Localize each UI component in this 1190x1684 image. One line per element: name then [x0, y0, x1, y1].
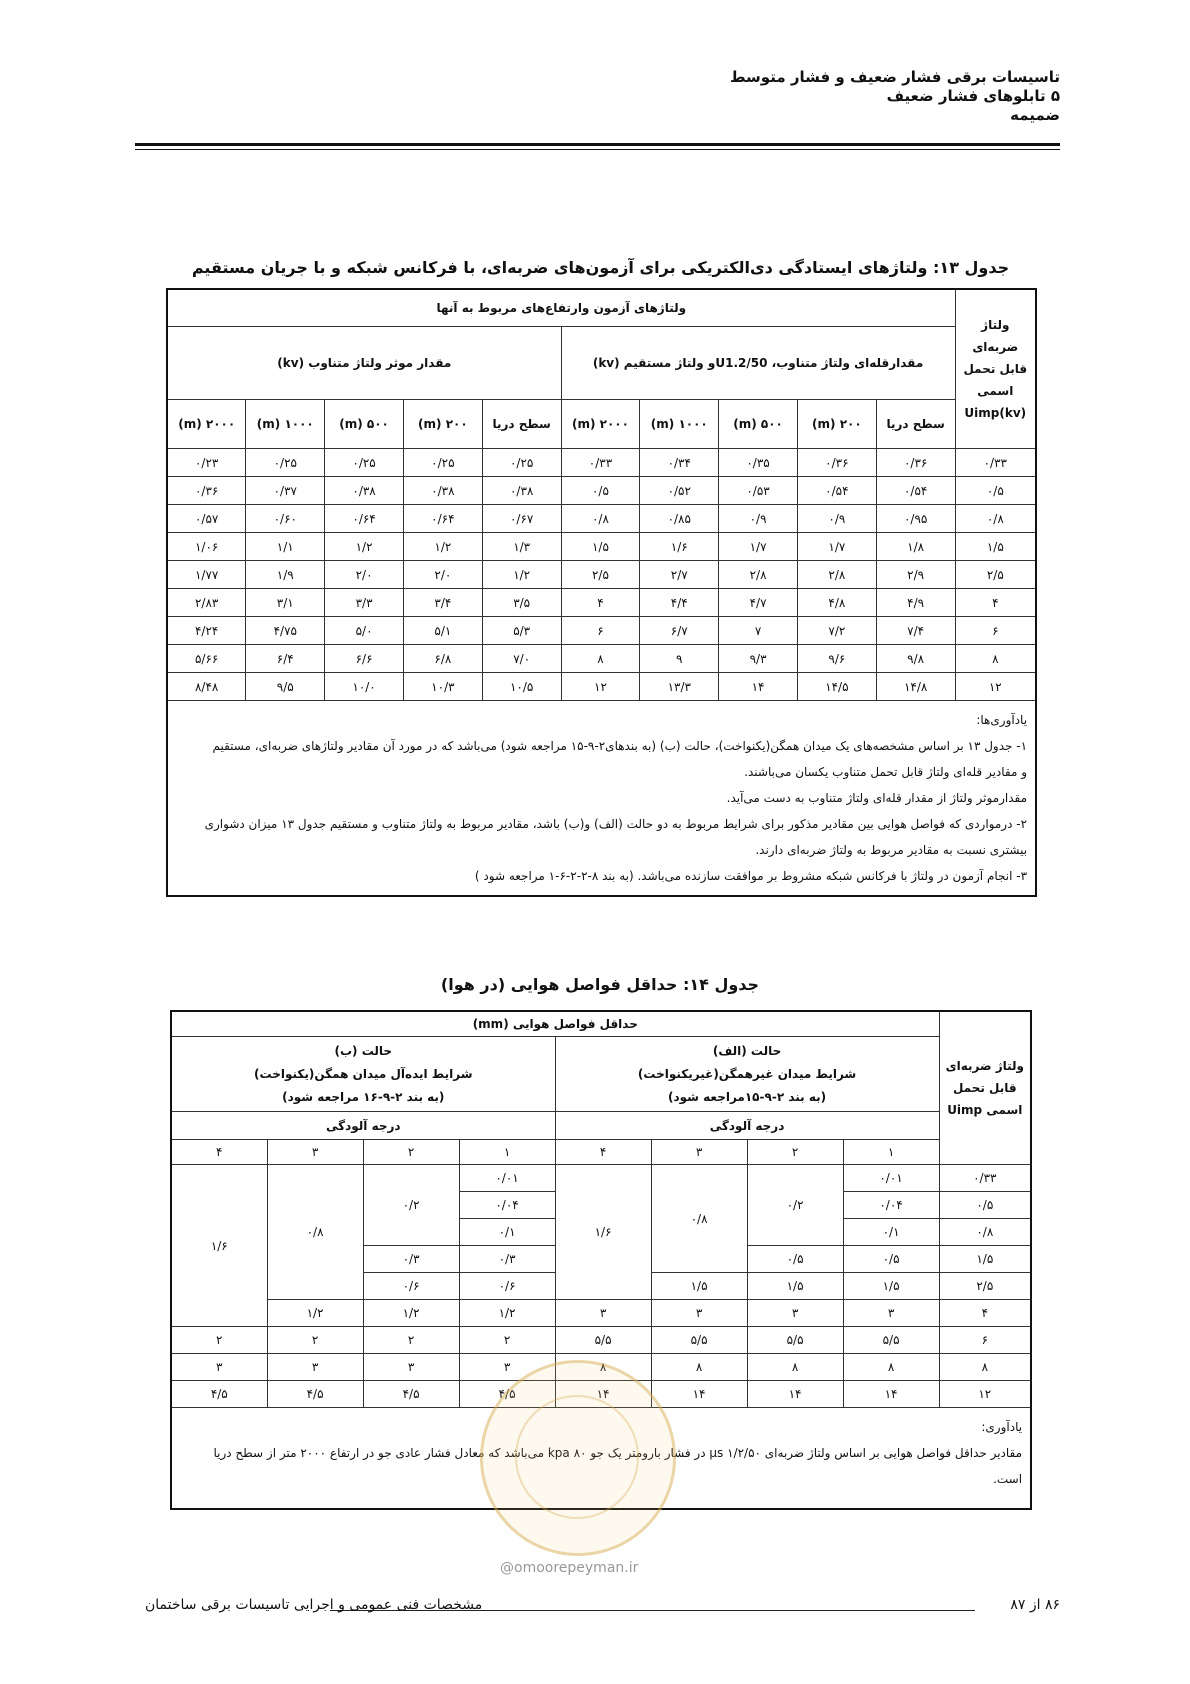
table-row [167, 617, 1036, 645]
value-cell: ۵/۵ [555, 1327, 651, 1354]
table-row [167, 505, 1036, 533]
value-cell: ۰/۶۴ [403, 505, 482, 533]
value-cell: ۹/۸ [876, 645, 955, 673]
voltage-cell: ۰/۵ [955, 477, 1036, 505]
voltage-cell: ۱۲ [939, 1381, 1031, 1408]
note-line: ۱- جدول ۱۳ بر اساس مشخصه‌های یک میدان همگن(یکنواخت)، حالت (ب) (به بندهای۲-۹-۱۵ مراجعه شود) می‌باشد که در مورد آن مقادیر ولتاژهای ضربه‌ای، مستقیم [212, 739, 1028, 753]
value-cell: ۰/۳۵ [719, 449, 798, 477]
value-cell: ۴/۲۴ [167, 617, 246, 645]
value-cell: ۲ [267, 1327, 363, 1354]
value-cell: ۶/۸ [403, 645, 482, 673]
value-cell: ۰/۵۴ [797, 477, 876, 505]
value-cell: ۰/۲۵ [325, 449, 404, 477]
voltage-cell: ۸ [939, 1354, 1031, 1381]
value-cell: ۲/۸۳ [167, 589, 246, 617]
voltage-cell: ۴ [955, 589, 1036, 617]
case-b-ref: (به بند ۲-۹-۱۶ مراجعه شود) [282, 1089, 445, 1104]
altitude-header: ۵۰۰ (m) [719, 400, 798, 449]
value-cell: ۱/۲ [267, 1300, 363, 1327]
value-cell: ۳ [267, 1354, 363, 1381]
t13-voltage-header: ولتاژ ضربه‌ای قابل تحمل اسمی Uimp(kv) [955, 289, 1036, 449]
table-row [167, 533, 1036, 561]
header-line-1: تاسیسات برقی فشار ضعیف و فشار متوسط [729, 68, 1060, 86]
value-cell: ۱/۷ [797, 533, 876, 561]
voltage-cell: ۰/۸ [955, 505, 1036, 533]
value-cell: ۱۰/۳ [403, 673, 482, 701]
value-cell-merged: ۱/۶ [171, 1165, 267, 1327]
value-cell-merged: ۰/۸ [651, 1165, 747, 1273]
value-cell: ۰/۰۴ [459, 1192, 555, 1219]
table-row [167, 449, 1036, 477]
value-cell: ۱۴ [651, 1381, 747, 1408]
page-number: ۸۶ از ۸۷ [1010, 1597, 1060, 1613]
value-cell: ۷/۲ [797, 617, 876, 645]
value-cell: ۶/۶ [325, 645, 404, 673]
voltage-cell: ۲/۵ [939, 1273, 1031, 1300]
watermark-seal-inner [515, 1395, 639, 1519]
value-cell: ۳ [363, 1354, 459, 1381]
value-cell: ۱/۱ [246, 533, 325, 561]
value-cell: ۸ [555, 1354, 651, 1381]
value-cell: ۵/۵ [843, 1327, 939, 1354]
value-cell: ۰/۳۳ [561, 449, 640, 477]
t14-pollution-b: درجه آلودگی [171, 1112, 555, 1140]
value-cell: ۱/۳ [482, 533, 561, 561]
voltage-cell: ۲/۵ [955, 561, 1036, 589]
value-cell: ۸/۴۸ [167, 673, 246, 701]
value-cell: ۰/۶ [459, 1273, 555, 1300]
altitude-header: سطح دریا [482, 400, 561, 449]
case-b-title: حالت (ب) [334, 1043, 393, 1058]
value-cell: ۱۴ [555, 1381, 651, 1408]
altitude-header: ۱۰۰۰ (m) [246, 400, 325, 449]
value-cell: ۰/۶۴ [325, 505, 404, 533]
value-cell: ۰/۰۱ [843, 1165, 939, 1192]
header-rule [135, 143, 1060, 146]
value-cell: ۱۳/۳ [640, 673, 719, 701]
altitude-header: سطح دریا [876, 400, 955, 449]
value-cell: ۵/۱ [403, 617, 482, 645]
voltage-cell: ۱/۵ [955, 533, 1036, 561]
value-cell: ۱/۲ [363, 1300, 459, 1327]
value-cell: ۱/۷ [719, 533, 798, 561]
table13-caption: جدول ۱۳: ولتاژهای ایستادگی دی‌الکتریکی برای آزمون‌های ضربه‌ای، با فرکانس شبکه و با جریان مستقیم [191, 258, 1010, 277]
value-cell: ۰/۳۶ [876, 449, 955, 477]
value-cell: ۱۴/۸ [876, 673, 955, 701]
value-cell: ۰/۳۷ [246, 477, 325, 505]
value-cell: ۶/۴ [246, 645, 325, 673]
value-cell: ۰/۸ [561, 505, 640, 533]
t14-voltage-header: ولتاژ ضربه‌ای قابل تحمل اسمی Uimp [939, 1011, 1031, 1165]
value-cell: ۲ [459, 1327, 555, 1354]
value-cell: ۱/۹ [246, 561, 325, 589]
t13-notes [167, 701, 1036, 897]
altitude-header: ۲۰۰ (m) [797, 400, 876, 449]
value-cell: ۱/۵ [561, 533, 640, 561]
t14-top-header: حداقل فواصل هوایی (mm) [171, 1011, 939, 1037]
pollution-degree: ۲ [363, 1140, 459, 1165]
table-row [167, 589, 1036, 617]
value-cell: ۷/۴ [876, 617, 955, 645]
value-cell: ۱/۲ [459, 1300, 555, 1327]
t14-degree-row [171, 1140, 1031, 1165]
value-cell: ۵/۵ [651, 1327, 747, 1354]
value-cell: ۱۰/۰ [325, 673, 404, 701]
value-cell: ۵/۳ [482, 617, 561, 645]
value-cell-merged: ۰/۲ [747, 1165, 843, 1246]
pollution-degree: ۴ [171, 1140, 267, 1165]
t14-case-b [171, 1037, 555, 1112]
value-cell: ۲ [171, 1327, 267, 1354]
value-cell: ۰/۶۰ [246, 505, 325, 533]
value-cell: ۰/۱ [843, 1219, 939, 1246]
value-cell: ۰/۶ [363, 1273, 459, 1300]
value-cell: ۱۴/۵ [797, 673, 876, 701]
value-cell: ۸ [561, 645, 640, 673]
value-cell: ۴/۸ [797, 589, 876, 617]
note-line: مقادیر حداقل فواصل هوایی بر اساس ولتاژ ضربه‌ای ۱/۲/۵۰ µs در فشار بارومتر یک جو ۸۰ kpa می‌باشد که معادل فشار عادی جو در ارتفاع ۲۰۰۰ متر از سطح دریا [213, 1446, 1023, 1460]
value-cell: ۳ [459, 1354, 555, 1381]
value-cell: ۷ [719, 617, 798, 645]
value-cell: ۱/۲ [482, 561, 561, 589]
note-line: ۲- درمواردی که فواصل هوایی بین مقادیر مذکور برای شرایط مربوط به دو حالت (الف) و(ب) باشد، مقادیر مربوط به ولتاژ متناوب و مستقیم جدول ۱۳ میزان دشواری [204, 817, 1028, 831]
value-cell: ۸ [843, 1354, 939, 1381]
value-cell: ۳/۴ [403, 589, 482, 617]
value-cell: ۴/۵ [171, 1381, 267, 1408]
page-footer [135, 1597, 1060, 1617]
value-cell: ۳ [843, 1300, 939, 1327]
value-cell: ۰/۵ [843, 1246, 939, 1273]
value-cell: ۲/۰ [325, 561, 404, 589]
value-cell: ۳/۳ [325, 589, 404, 617]
voltage-cell: ۸ [955, 645, 1036, 673]
value-cell: ۹/۶ [797, 645, 876, 673]
voltage-cell: ۱/۵ [939, 1246, 1031, 1273]
case-a-sub: شرایط میدان غیرهمگن(غیریکنواخت) [637, 1066, 857, 1081]
value-cell: ۰/۳ [363, 1246, 459, 1273]
note-line: مقدارموثر ولتاژ از مقدار قله‌ای ولتاژ متناوب به دست می‌آید. [726, 791, 1028, 805]
pollution-degree: ۴ [555, 1140, 651, 1165]
note-line: یادآوری: [981, 1420, 1023, 1434]
value-cell-merged: ۰/۲ [363, 1165, 459, 1246]
value-cell: ۱۴ [719, 673, 798, 701]
value-cell: ۰/۳۸ [403, 477, 482, 505]
altitude-header: ۲۰۰۰ (m) [561, 400, 640, 449]
value-cell: ۹/۳ [719, 645, 798, 673]
value-cell: ۰/۸۵ [640, 505, 719, 533]
value-cell: ۱/۲ [325, 533, 404, 561]
value-cell: ۱۰/۵ [482, 673, 561, 701]
voltage-cell: ۰/۳۳ [939, 1165, 1031, 1192]
value-cell: ۰/۱ [459, 1219, 555, 1246]
value-cell: ۰/۳۴ [640, 449, 719, 477]
value-cell: ۱/۰۶ [167, 533, 246, 561]
value-cell: ۱/۵ [747, 1273, 843, 1300]
note-line: بیشتری نسبت به مقادیر مربوط به ولتاژ ضربه‌ای دارند. [755, 843, 1028, 857]
value-cell: ۴/۷۵ [246, 617, 325, 645]
value-cell: ۰/۹ [797, 505, 876, 533]
table-row [171, 1300, 1031, 1327]
value-cell: ۰/۲۵ [403, 449, 482, 477]
value-cell: ۸ [747, 1354, 843, 1381]
value-cell: ۸ [651, 1354, 747, 1381]
value-cell: ۱/۲ [403, 533, 482, 561]
case-b-sub: شرایط ایده‌آل میدان همگن(یکنواخت) [254, 1066, 473, 1081]
value-cell: ۳/۱ [246, 589, 325, 617]
voltage-cell: ۶ [955, 617, 1036, 645]
voltage-cell: ۱۲ [955, 673, 1036, 701]
value-cell: ۰/۹ [719, 505, 798, 533]
t13-group-dc: مقدارقله‌ای ولتاژ متناوب، U1.2/50و ولتاژ مستقیم (kv) [561, 327, 955, 400]
t13-top-header: ولتاژهای آزمون وارتفاع‌های مربوط به آنها [167, 289, 955, 327]
value-cell: ۲ [363, 1327, 459, 1354]
table-row [167, 477, 1036, 505]
value-cell: ۰/۳ [459, 1246, 555, 1273]
value-cell: ۲/۷ [640, 561, 719, 589]
pollution-degree: ۱ [459, 1140, 555, 1165]
value-cell: ۱۴ [747, 1381, 843, 1408]
value-cell: ۰/۵۴ [876, 477, 955, 505]
value-cell: ۰/۳۸ [325, 477, 404, 505]
pollution-degree: ۲ [747, 1140, 843, 1165]
value-cell: ۰/۵۷ [167, 505, 246, 533]
voltage-cell: ۶ [939, 1327, 1031, 1354]
value-cell: ۵/۶۶ [167, 645, 246, 673]
page-header [130, 68, 1060, 125]
altitude-header: ۵۰۰ (m) [325, 400, 404, 449]
value-cell: ۰/۳۶ [167, 477, 246, 505]
value-cell: ۱/۵ [843, 1273, 939, 1300]
value-cell: ۲/۵ [561, 561, 640, 589]
value-cell: ۳ [555, 1300, 651, 1327]
table14-caption: جدول ۱۴: حداقل فواصل هوایی (در هوا) [440, 975, 760, 994]
value-cell: ۰/۳۸ [482, 477, 561, 505]
value-cell: ۲/۰ [403, 561, 482, 589]
value-cell: ۰/۲۳ [167, 449, 246, 477]
value-cell: ۰/۵۲ [640, 477, 719, 505]
value-cell: ۰/۰۴ [843, 1192, 939, 1219]
value-cell: ۹ [640, 645, 719, 673]
value-cell: ۰/۳۶ [797, 449, 876, 477]
value-cell: ۰/۵ [561, 477, 640, 505]
table-row [167, 673, 1036, 701]
watermark-text: @omoorepeyman.ir [500, 1560, 639, 1576]
voltage-cell: ۴ [939, 1300, 1031, 1327]
value-cell: ۰/۹۵ [876, 505, 955, 533]
voltage-cell: ۰/۸ [939, 1219, 1031, 1246]
value-cell: ۳ [171, 1354, 267, 1381]
t14-pollution-a: درجه آلودگی [555, 1112, 939, 1140]
value-cell-merged: ۱/۶ [555, 1165, 651, 1300]
case-a-title: حالت (الف) [712, 1043, 782, 1058]
value-cell: ۲/۹ [876, 561, 955, 589]
value-cell: ۱/۶ [640, 533, 719, 561]
value-cell-merged: ۰/۸ [267, 1165, 363, 1300]
value-cell: ۴ [561, 589, 640, 617]
altitude-header: ۲۰۰ (m) [403, 400, 482, 449]
pollution-degree: ۳ [651, 1140, 747, 1165]
value-cell: ۹/۵ [246, 673, 325, 701]
value-cell: ۱۲ [561, 673, 640, 701]
table-row [167, 645, 1036, 673]
t13-group-ac: مقدار موثر ولتاژ متناوب (kv) [167, 327, 561, 400]
value-cell: ۰/۲۵ [482, 449, 561, 477]
value-cell: ۶ [561, 617, 640, 645]
case-a-ref: (به بند ۲-۹-۱۵مراجعه شود) [668, 1089, 827, 1104]
table13 [166, 288, 1037, 897]
value-cell: ۴/۵ [459, 1381, 555, 1408]
value-cell: ۴/۷ [719, 589, 798, 617]
value-cell: ۳/۵ [482, 589, 561, 617]
table-row [171, 1327, 1031, 1354]
value-cell: ۴/۵ [363, 1381, 459, 1408]
header-line-2: ۵ تابلوهای فشار ضعیف [886, 87, 1060, 105]
table-row [167, 561, 1036, 589]
value-cell: ۱/۸ [876, 533, 955, 561]
value-cell: ۰/۰۱ [459, 1165, 555, 1192]
value-cell: ۵/۵ [747, 1327, 843, 1354]
value-cell: ۴/۵ [267, 1381, 363, 1408]
value-cell: ۷/۰ [482, 645, 561, 673]
value-cell: ۰/۵ [747, 1246, 843, 1273]
value-cell: ۱۴ [843, 1381, 939, 1408]
value-cell: ۰/۶۷ [482, 505, 561, 533]
value-cell: ۴/۹ [876, 589, 955, 617]
value-cell: ۰/۵۳ [719, 477, 798, 505]
note-line: یادآوری‌ها: [976, 713, 1028, 727]
value-cell: ۰/۲۵ [246, 449, 325, 477]
value-cell: ۶/۷ [640, 617, 719, 645]
table-row [171, 1165, 1031, 1192]
altitude-header: ۲۰۰۰ (m) [167, 400, 246, 449]
value-cell: ۱/۵ [651, 1273, 747, 1300]
header-rule-thin [135, 149, 1060, 150]
value-cell: ۲/۸ [719, 561, 798, 589]
value-cell: ۲/۸ [797, 561, 876, 589]
footer-title: مشخصات فنی عمومی و اجرایی تاسیسات برقی ساختمان [145, 1597, 483, 1613]
value-cell: ۴/۴ [640, 589, 719, 617]
value-cell: ۳ [651, 1300, 747, 1327]
note-line: ۳- انجام آزمون در ولتاژ با فرکانس شبکه مشروط بر موافقت سازنده می‌باشد. (به بند ۸-۲-۲-۶-۱ مراجعه شود ) [474, 869, 1028, 883]
note-line: است. [993, 1472, 1023, 1486]
pollution-degree: ۱ [843, 1140, 939, 1165]
t13-altitude-row [167, 400, 1036, 449]
voltage-cell: ۰/۵ [939, 1192, 1031, 1219]
t14-case-a [555, 1037, 939, 1112]
value-cell: ۵/۰ [325, 617, 404, 645]
value-cell: ۳ [747, 1300, 843, 1327]
value-cell: ۱/۷۷ [167, 561, 246, 589]
header-line-3: ضمیمه [1010, 106, 1060, 124]
pollution-degree: ۳ [267, 1140, 363, 1165]
altitude-header: ۱۰۰۰ (m) [640, 400, 719, 449]
voltage-cell: ۰/۳۳ [955, 449, 1036, 477]
note-line: و مقادیر قله‌ای ولتاژ قابل تحمل متناوب یکسان می‌باشند. [744, 765, 1028, 779]
